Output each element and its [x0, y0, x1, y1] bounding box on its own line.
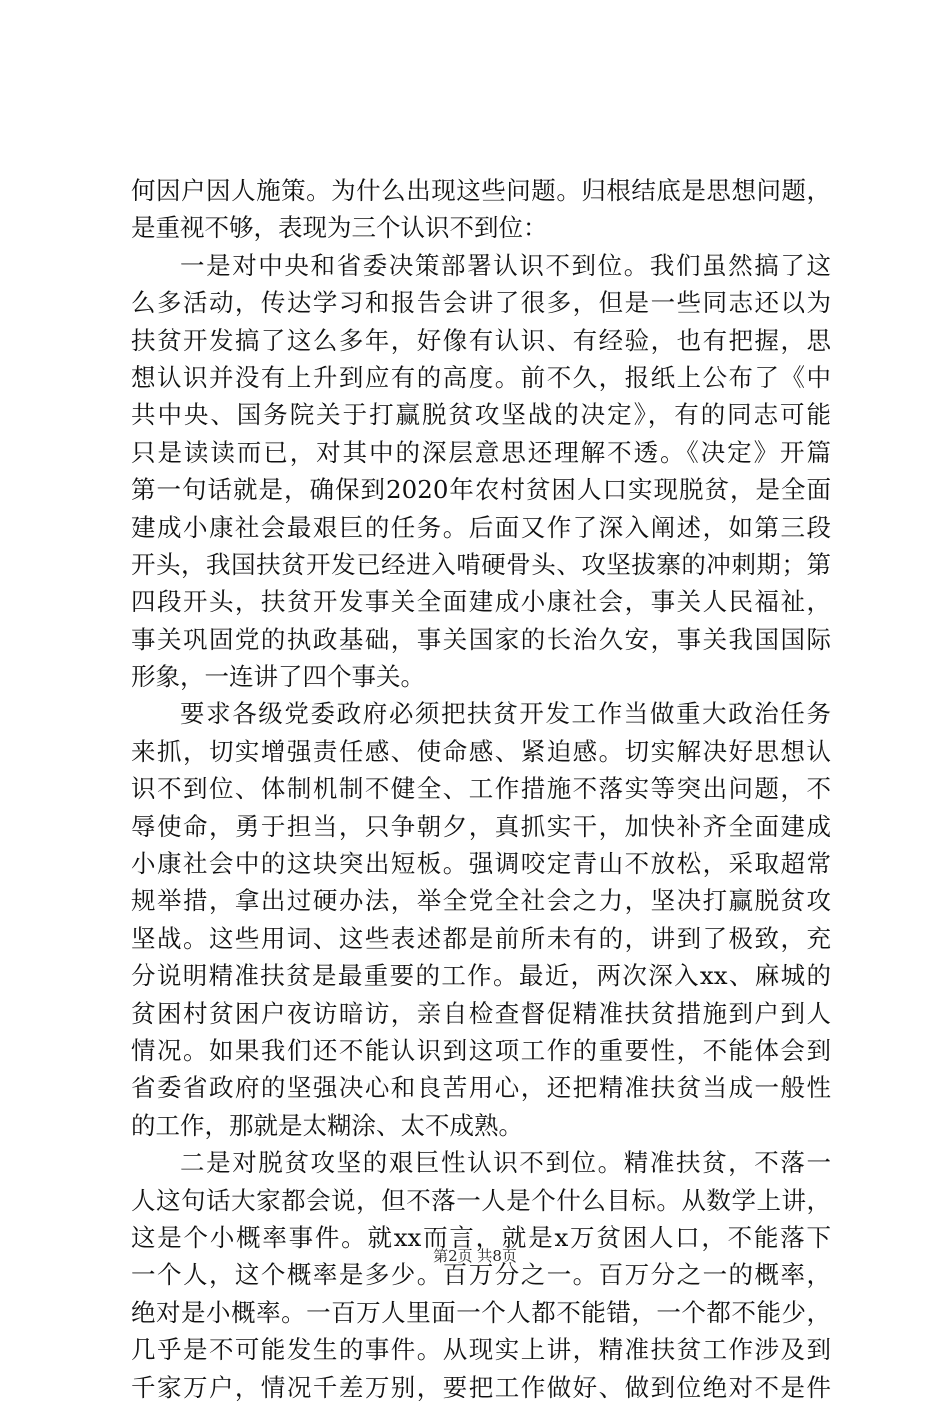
- page-footer: [0, 1245, 950, 1266]
- text-line: 几乎是不可能发生的事件。从现实上讲，精准扶贫工作涉及到: [131, 1335, 831, 1365]
- text-line: 建成小康社会最艰巨的任务。后面又作了深入阐述，如第三段: [131, 512, 831, 542]
- text-line: 情况。如果我们还不能认识到这项工作的重要性，不能体会到: [131, 1035, 831, 1065]
- text-line: 是重视不够，表现为三个认识不到位：: [131, 213, 548, 243]
- text-line: 四段开头，扶贫开发事关全面建成小康社会，事关人民福祉，: [131, 587, 831, 617]
- text-line: 形象，一连讲了四个事关。: [131, 662, 425, 692]
- text-line: 贫困村贫困户夜访暗访，亲自检查督促精准扶贫措施到户到人: [131, 998, 831, 1028]
- page-number: 第2页: [433, 1247, 473, 1265]
- text-line: 坚战。这些用词、这些表述都是前所未有的，讲到了极致，充: [131, 923, 831, 953]
- text-line: 分说明精准扶贫是最重要的工作。最近，两次深入xx、麻城的: [131, 961, 831, 991]
- text-line: 的工作，那就是太糊涂、太不成熟。: [131, 1110, 523, 1140]
- text-line: 来抓，切实增强责任感、使命感、紧迫感。切实解决好思想认: [131, 736, 831, 766]
- text-line: 小康社会中的这块突出短板。强调咬定青山不放松，采取超常: [131, 849, 831, 879]
- text-line: 一个人，这个概率是多少。百万分之一。百万分之一的概率，: [131, 1260, 831, 1290]
- text-line: 绝对是小概率。一百万人里面一个人都不能错，一个都不能少，: [131, 1297, 831, 1327]
- page-total: 共8页: [477, 1247, 517, 1265]
- text-line: 要求各级党委政府必须把扶贫开发工作当做重大政治任务: [180, 699, 831, 729]
- text-line: 开头，我国扶贫开发已经进入啃硬骨头、攻坚拔寨的冲刺期；第: [131, 549, 831, 579]
- text-line: 这是个小概率事件。就xx而言，就是x万贫困人口，不能落下: [131, 1222, 831, 1252]
- text-line: 共中央、国务院关于打赢脱贫攻坚战的决定》，有的同志可能: [131, 400, 831, 430]
- text-line: 千家万户，情况千差万别，要把工作做好、做到位绝对不是件: [131, 1372, 831, 1402]
- text-line: 想认识并没有上升到应有的高度。前不久，报纸上公布了《中: [131, 362, 831, 392]
- text-line: 二是对脱贫攻坚的艰巨性认识不到位。精准扶贫，不落一: [180, 1148, 831, 1178]
- text-line: 规举措，拿出过硬办法，举全党全社会之力，坚决打赢脱贫攻: [131, 886, 831, 916]
- text-line: 辱使命，勇于担当，只争朝夕，真抓实干，加快补齐全面建成: [131, 811, 831, 841]
- text-line: 一是对中央和省委决策部署认识不到位。我们虽然搞了这: [180, 250, 831, 280]
- text-line: 么多活动，传达学习和报告会讲了很多，但是一些同志还以为: [131, 288, 831, 318]
- document-body: [131, 172, 831, 1406]
- text-line: 省委省政府的坚强决心和良苦用心，还把精准扶贫当成一般性: [131, 1073, 831, 1103]
- text-line: 识不到位、体制机制不健全、工作措施不落实等突出问题，不: [131, 774, 831, 804]
- text-line: 人这句话大家都会说，但不落一人是个什么目标。从数学上讲，: [131, 1185, 831, 1215]
- text-line: 第一句话就是，确保到2020年农村贫困人口实现脱贫，是全面: [131, 475, 831, 505]
- text-line: 何因户因人施策。为什么出现这些问题。归根结底是思想问题，: [131, 176, 831, 205]
- text-line: 事关巩固党的执政基础，事关国家的长治久安，事关我国国际: [131, 624, 831, 654]
- text-line: 只是读读而已，对其中的深层意思还理解不透。《决定》开篇: [131, 437, 831, 467]
- text-line: 扶贫开发搞了这么多年，好像有认识、有经验，也有把握，思: [131, 325, 831, 355]
